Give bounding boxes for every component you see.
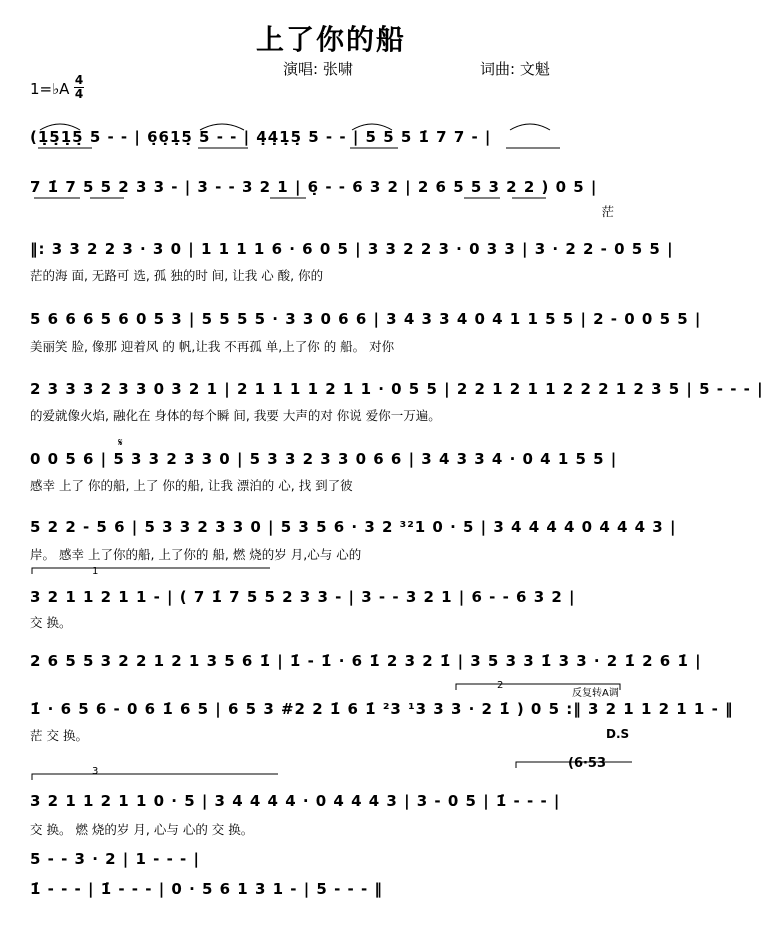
lyric-row: 交 换。 <box>30 615 72 630</box>
notation-row: 1̇ - - - | 1̇ - - - | 0 · 5 6 1 3 1 - | 5 - - - ‖ <box>30 880 383 898</box>
notation-row: 5 6 6 6 5 6 0 5 3 | 5 5 5 5 · 3 3 0 6 6 | 3 4 3 3 4 0 4 1 1 5 5 | 2 - 0 0 5 5 | <box>30 310 702 328</box>
notation-row: 5 - - 3 · 2 | 1 - - - | <box>30 850 200 868</box>
lyric-row: 茫 交 换。 <box>30 728 88 743</box>
lyric-row: 感幸 上了 你的船, 上了 你的船, 让我 漂泊的 心, 找 到了彼 <box>30 478 353 493</box>
first-ending-number: 1 <box>92 566 99 577</box>
notation-row: 5 2 2 - 5 6 | 5 3 3 2 3 3 0 | 5 3 5 6 · 3 2 ³²1 0 · 5 | 3 4 4 4 4 0 4 4 4 3 | <box>30 518 677 536</box>
key-signature: 1=♭A <box>30 80 70 98</box>
notation-row: (1̣5̣1̣5̣ 5 - - | 6̣6̣1̣5̣ 5 - - | 4̣4̣1̣5̣ 5 - - | 5 5 5 1̇ 7 7 - | <box>30 128 492 146</box>
singer-credit: 演唱: 张啸 <box>283 60 353 78</box>
segno-sign: 𝄋 <box>118 436 123 449</box>
second-ending-number: 2 <box>497 680 504 691</box>
pickup-notes: (6·53 <box>568 756 607 771</box>
lyric-row: 美丽笑 脸, 像那 迎着风 的 帆,让我 不再孤 单,上了你 的 船。 对你 <box>30 339 395 354</box>
lyric-row: 茫 <box>601 204 614 219</box>
lyric-row: 茫的海 面, 无路可 选, 孤 独的时 间, 让我 心 酸, 你的 <box>30 268 324 283</box>
lyric-row: 交 换。 燃 烧的岁 月, 心与 心的 交 换。 <box>30 822 254 837</box>
notation-row: ‖: 3 3 2 2 3 · 3 0 | 1 1 1 1 6 · 6 0 5 | 3 3 2 2 3 · 0 3 3 | 3 · 2 2 - 0 5 5 | <box>30 240 674 258</box>
song-title: 上了你的船 <box>255 23 406 56</box>
third-ending-number: 3 <box>92 766 99 777</box>
time-signature-bottom: 4 <box>74 87 84 101</box>
notation-row: 0 0 5 6 | 5 3 3 2 3 3 0 | 5 3 3 2 3 3 0 6 6 | 3 4 3 3 4 · 0 4 1 5 5 | <box>30 450 618 468</box>
key-change-note: 反复转A调 <box>572 688 619 699</box>
time-signature-top: 4 <box>74 73 84 87</box>
notation-row: 7 1̇ 7 5 5 2 3 3 - | 3 - - 3 2 1 | 6̣ - - 6 3 2 | 2 6 5 5 3 2 2 ) 0 5 | <box>30 178 598 196</box>
dal-segno-mark: D.S <box>606 727 630 741</box>
notation-row: 3 2 1 1 2 1 1 - | ( 7 1̇ 7 5 5 2 3 3 - | 3 - - 3 2 1 | 6 - - 6 3 2 | <box>30 588 576 606</box>
lyric-row: 岸。 感幸 上了你的船, 上了你的 船, 燃 烧的岁 月,心与 心的 <box>30 547 362 562</box>
notation-row: 3 2 1 1 2 1 1 0 · 5 | 3 4 4 4 4 · 0 4 4 4 3 | 3 - 0 5 | 1̇ - - - | <box>30 792 561 810</box>
lyric-row: 的爱就像火焰, 融化在 身体的每个瞬 间, 我要 大声的对 你说 爱你一万遍。 <box>30 408 441 423</box>
notation-row: 2 3 3 3 2 3 3 0 3 2 1 | 2 1 1 1 1 2 1 1 · 0 5 5 | 2 2 1 2 1 1 2 2 2 1 2 3 5 | 5 - - - | <box>30 380 764 398</box>
notation-row: 1̇ · 6 5 6 - 0 6 1̇ 6 5 | 6 5 3 #2 2 1̇ 6 1̇ ²3 ¹3 3 3 · 2 1̇ ) 0 5 :‖ 3 2 1 1 2 1 1 - ‖ <box>30 700 734 718</box>
composer-credit: 词曲: 文魁 <box>480 60 550 78</box>
notation-row: 2 6 5 5 3 2 2 1 2 1 3 5 6 1̇ | 1̇ - 1̇ · 6 1̇ 2 3 2 1̇ | 3 5 3 3 1̇ 3 3 · 2 1̇ 2 6 1̇ | <box>30 652 702 670</box>
